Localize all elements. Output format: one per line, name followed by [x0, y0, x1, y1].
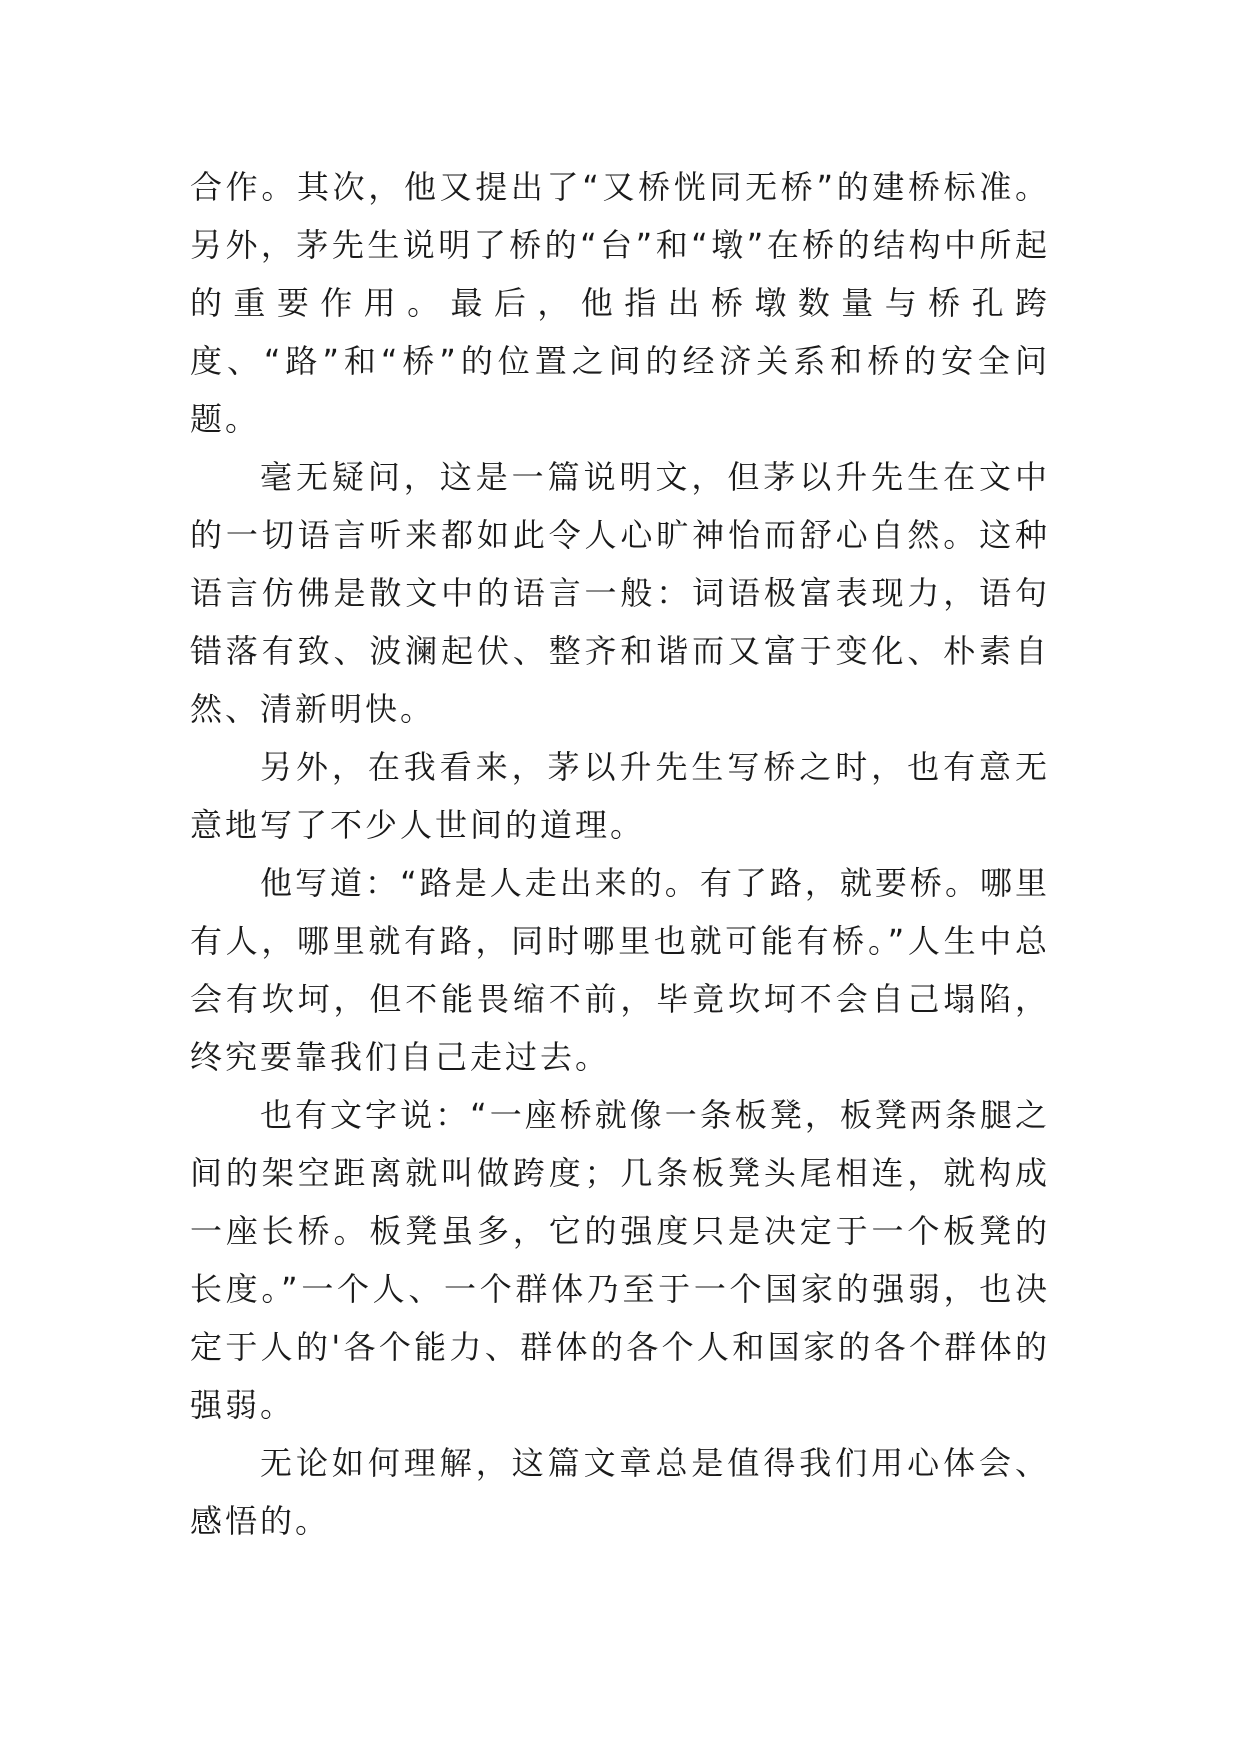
- paragraph-conclusion: 无论如何理解，这篇文章总是值得我们用心体会、感悟的。: [190, 1444, 1050, 1540]
- paragraph-bench-quote: 也有文字说：“一座桥就像一条板凳，板凳两条腿之间的架空距离就叫做跨度；几条板凳头尾相连，就构成一座长桥。板凳虽多，它的强度只是决定于一个板凳的长度。”一个人、一个群体乃至于一个国家的强弱，也决定于人的'各个能力、群体的各个人和国家的各个群体的强弱。: [190, 1096, 1050, 1424]
- paragraph-continued: 合作。其次，他又提出了“又桥恍同无桥”的建桥标准。另外，茅先生说明了桥的“台”和“墩”在桥的结构中所起的重要作用。最后，他指出桥墩数量与桥孔跨度、“路”和“桥”的位置之间的经济关系和桥的安全问题。: [190, 168, 1050, 438]
- paragraph-life-lessons: 另外，在我看来，茅以升先生写桥之时，也有意无意地写了不少人世间的道理。: [190, 748, 1050, 844]
- document-body: [190, 158, 1050, 1550]
- paragraph-language: 毫无疑问，这是一篇说明文，但茅以升先生在文中的一切语言听来都如此令人心旷神怡而舒心自然。这种语言仿佛是散文中的语言一般：词语极富表现力，语句错落有致、波澜起伏、整齐和谐而又富于变化、朴素自然、清新明快。: [190, 458, 1050, 728]
- paragraph-road-quote: 他写道：“路是人走出来的。有了路，就要桥。哪里有人，哪里就有路，同时哪里也就可能有桥。”人生中总会有坎坷，但不能畏缩不前，毕竟坎坷不会自己塌陷，终究要靠我们自己走过去。: [190, 864, 1050, 1076]
